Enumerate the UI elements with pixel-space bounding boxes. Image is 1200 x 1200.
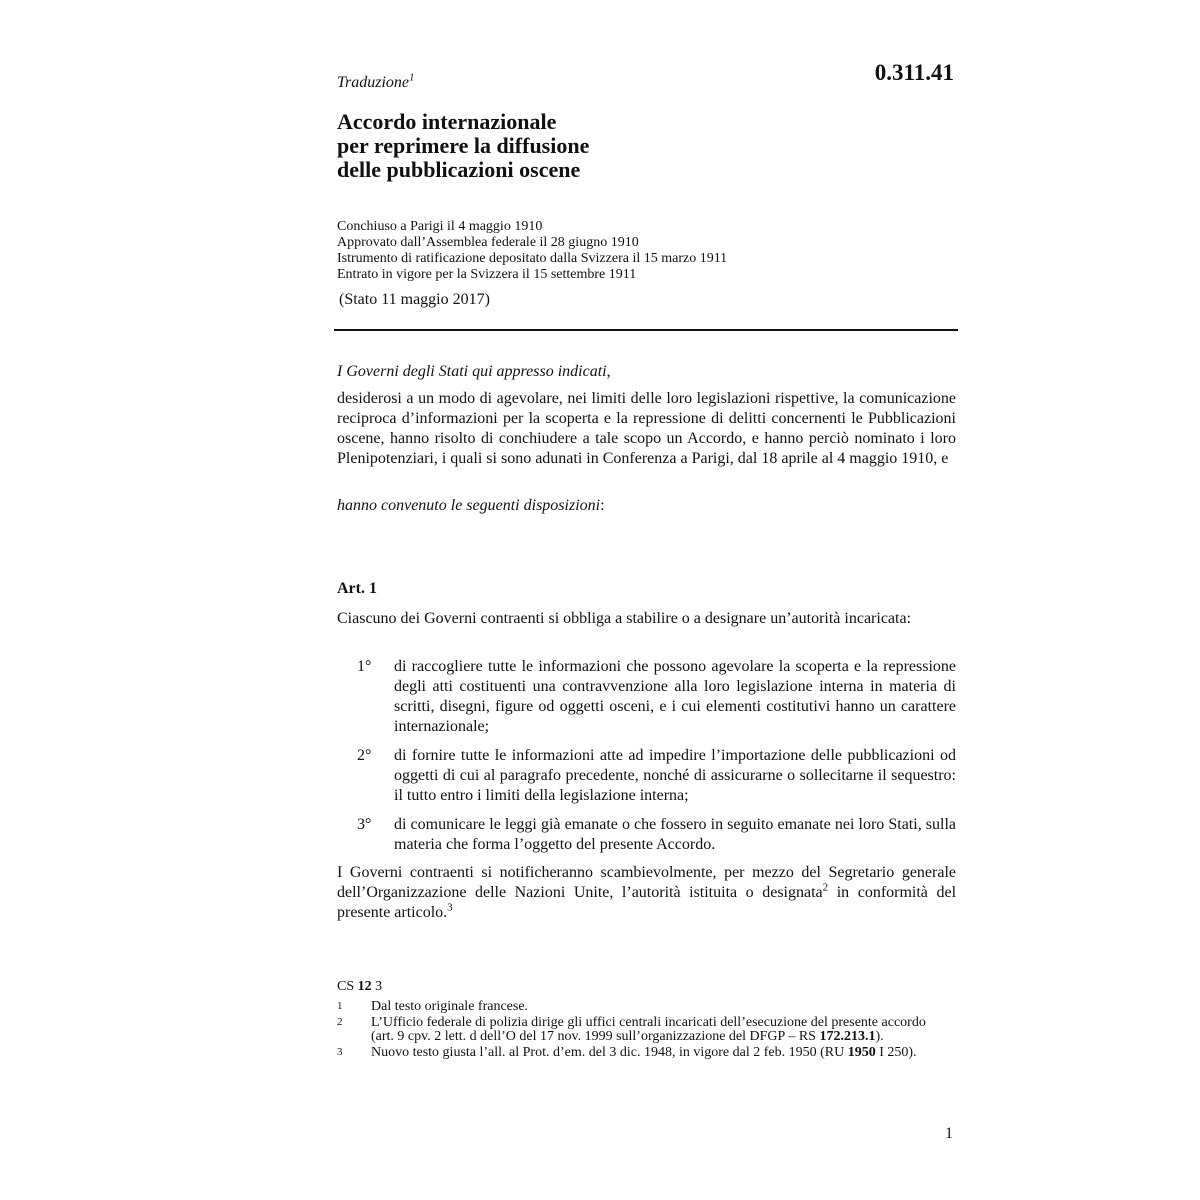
translation-label-text: Traduzione	[337, 74, 410, 91]
preamble-closing	[337, 496, 956, 516]
approval-date: Approvato dall’Assemblea federale il 28 giugno 1910	[337, 235, 639, 250]
preamble-body: desiderosi a un modo di agevolare, nei limiti delle loro legislazioni rispettive, la comunicazione reciproca d’informazioni per la scoperta e la repressione di delitti concernenti le Pubblicazioni oscene, hanno risolto di conchiudere a tale scopo un Accordo, e hanno perciò nominato i loro Plenipotenziari, i quali si sono adunati in Conferenza a Parigi, dal 18 aprile al 4 maggio 1910, e	[337, 390, 956, 467]
footnote	[337, 1016, 937, 1044]
footnote-ref-2[interactable]: 2	[822, 881, 829, 894]
header-divider	[334, 329, 958, 331]
cs-volume: 12	[357, 979, 372, 994]
preamble-closing-text: hanno convenuto le seguenti disposizioni	[337, 497, 601, 514]
collection-reference	[337, 979, 382, 995]
footnote-text: Dal testo originale francese.	[371, 999, 529, 1014]
title-line: Accordo internazionale	[337, 109, 557, 134]
ru-year-link[interactable]: 1950	[847, 1045, 876, 1060]
footnote-text	[371, 1046, 937, 1060]
page-number: 1	[945, 1125, 953, 1142]
footnote-number: 1	[337, 1000, 343, 1012]
footnote	[337, 1046, 937, 1060]
article-closing-text-end: in conformità del presente articolo.	[337, 884, 957, 921]
translation-label	[337, 71, 415, 92]
article-closing	[337, 863, 956, 923]
list-item-number: 3°	[357, 816, 372, 833]
metadata-block	[337, 219, 727, 283]
list-item-text: di raccogliere tutte le informazioni che possono agevolare la scoperta e la repressione degli atti costituenti una contravvenzione alla loro legislazione interna in materia di scritti, disegni, figure od oggetti osceni, e i cui elementi costitutivi hanno un carattere internazionale;	[394, 658, 956, 735]
preamble-closing-punct: :	[600, 497, 605, 514]
article-closing-text: I Governi contraenti si notificheranno scambievolmente, per mezzo del Segretario generale dell’Organizzazione delle Nazioni Unite, l’autorità istituita o designata	[337, 864, 956, 901]
footnote-text-part: Nuovo testo giusta l’all. al Prot. d’em. del 3 dic. 1948, in vigore dal 2 feb. 1950 (RU	[371, 1045, 848, 1060]
article-heading: Art. 1	[337, 580, 377, 597]
footnote-text-part: I 250).	[875, 1045, 917, 1060]
preamble-intro-text: I Governi degli Stati qui appresso indicati	[337, 363, 607, 380]
footnotes	[337, 1000, 937, 1062]
footnote-number: 2	[337, 1016, 343, 1028]
ratification-date: Istrumento di ratificazione depositato dalla Svizzera il 15 marzo 1911	[337, 251, 728, 266]
cs-prefix: CS	[337, 979, 358, 994]
footnote-text-part: ).	[875, 1029, 884, 1044]
entry-into-force-date: Entrato in vigore per la Svizzera il 15 settembre 1911	[337, 267, 637, 282]
title-line: delle pubblicazioni oscene	[337, 157, 581, 182]
status-date: (Stato 11 maggio 2017)	[339, 291, 490, 308]
document-number: 0.311.41	[874, 60, 954, 85]
list-item-text: di fornire tutte le informazioni atte ad impedire l’importazione delle pubblicazioni od oggetti di cui al paragrafo precedente, nonché di assicurarne o sollecitarne il sequestro: il tutto entro i limiti della legislazione interna;	[394, 747, 956, 804]
footnote-text	[371, 1016, 937, 1044]
footnote	[337, 1000, 937, 1014]
cs-suffix: 3	[371, 979, 383, 994]
list-item-number: 1°	[357, 658, 372, 675]
article-intro: Ciascuno dei Governi contraenti si obbliga a stabilire o a designare un’autorità incaricata:	[337, 610, 912, 627]
title-line: per reprimere la diffusione	[337, 133, 590, 158]
document-title	[337, 110, 937, 182]
footnote-ref-3[interactable]: 3	[447, 901, 453, 914]
footnote-number: 3	[337, 1046, 343, 1058]
list-item-number: 2°	[357, 747, 372, 764]
list-item-text: di comunicare le leggi già emanate o che fossero in seguito emanate nei loro Stati, sulla materia che forma l’oggetto del presente Accordo.	[394, 816, 956, 853]
footnote-text-part: L’Ufficio federale di polizia dirige gli uffici centrali incaricati dell’esecuzione del presente accordo (art. 9 cpv. 2 lett. d dell’O del 17 nov. 1999 sull’organizzazione del DFGP – RS	[371, 1015, 926, 1044]
concluded-date: Conchiuso a Parigi il 4 maggio 1910	[337, 219, 543, 234]
footnote-ref-1[interactable]: 1	[409, 71, 415, 84]
rs-number-link[interactable]: 172.213.1	[819, 1029, 876, 1044]
preamble-intro-punct: ,	[606, 363, 611, 380]
preamble-intro	[337, 362, 956, 382]
